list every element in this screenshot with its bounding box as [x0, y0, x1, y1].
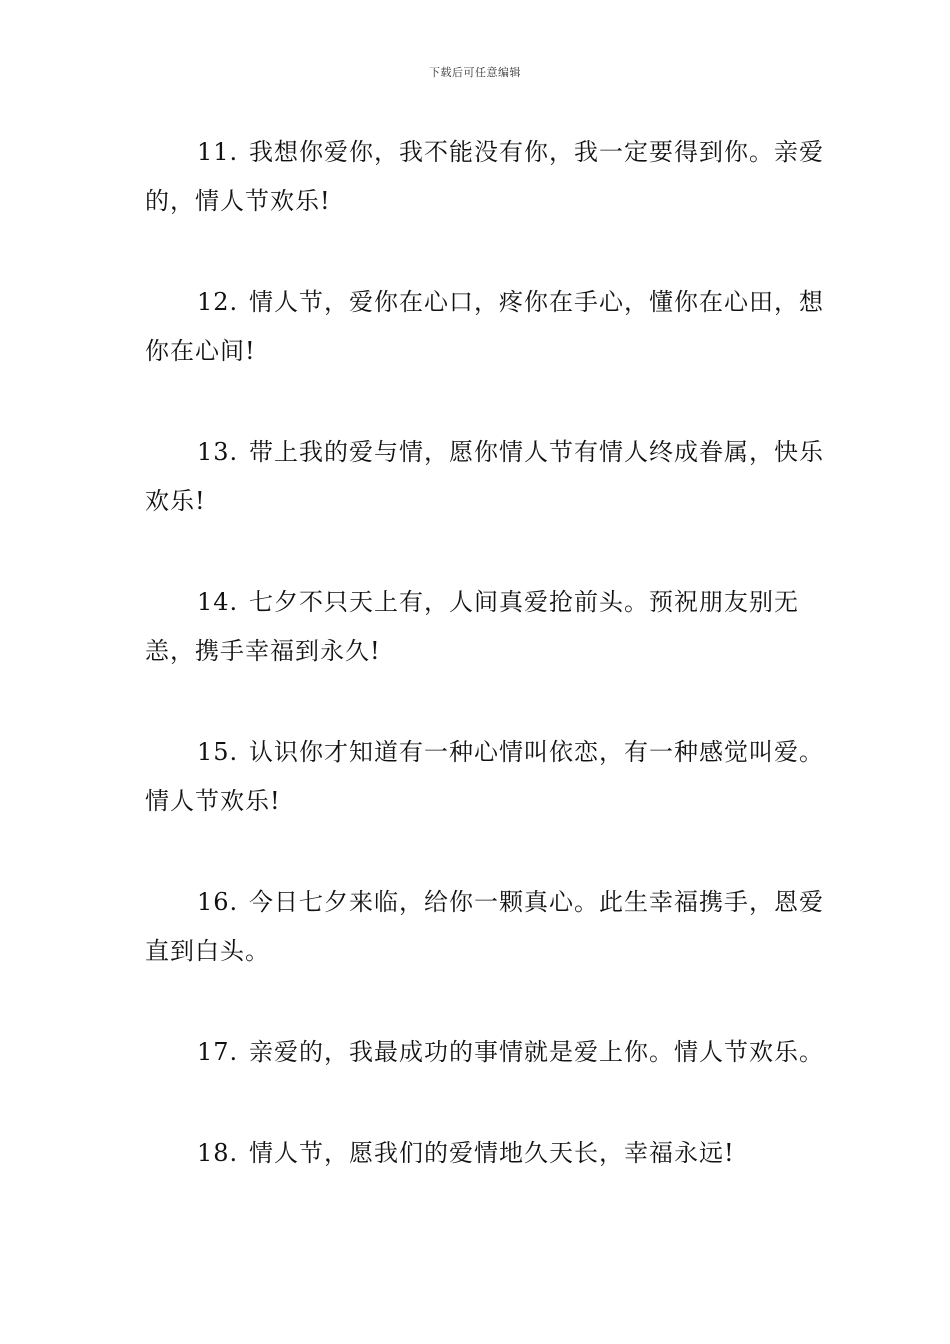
- document-body: [145, 128, 835, 1230]
- item-number: 15.: [197, 738, 239, 766]
- item-text: 我想你爱你，我不能没有你，我一定要得到你。亲爱的，情人节欢乐!: [145, 138, 824, 215]
- item-text: 今日七夕来临，给你一颗真心。此生幸福携手，恩爱直到白头。: [145, 888, 824, 965]
- list-item: [145, 1129, 835, 1178]
- item-number: 16.: [197, 888, 239, 916]
- item-text: 七夕不只天上有，人间真爱抢前头。预祝朋友别无恙，携手幸福到永久!: [145, 588, 799, 665]
- list-item: [145, 878, 835, 976]
- list-item: [145, 578, 835, 676]
- item-number: 17.: [197, 1038, 239, 1066]
- list-item: [145, 728, 835, 826]
- list-item: [145, 428, 835, 526]
- item-text: 认识你才知道有一种心情叫依恋，有一种感觉叫爱。情人节欢乐!: [145, 738, 824, 815]
- item-number: 14.: [197, 588, 239, 616]
- list-item: [145, 1028, 835, 1077]
- item-text: 情人节，爱你在心口，疼你在手心，懂你在心田，想你在心间!: [145, 288, 824, 365]
- item-number: 12.: [197, 288, 239, 316]
- list-item: [145, 278, 835, 376]
- item-text: 亲爱的，我最成功的事情就是爱上你。情人节欢乐。: [249, 1038, 824, 1066]
- page-header: 下载后可任意编辑: [429, 66, 521, 79]
- item-text: 情人节，愿我们的爱情地久天长，幸福永远!: [249, 1139, 735, 1167]
- item-number: 11.: [197, 138, 239, 166]
- list-item: [145, 128, 835, 226]
- item-number: 13.: [197, 438, 239, 466]
- item-text: 带上我的爱与情，愿你情人节有情人终成眷属，快乐欢乐!: [145, 438, 824, 515]
- item-number: 18.: [197, 1139, 239, 1167]
